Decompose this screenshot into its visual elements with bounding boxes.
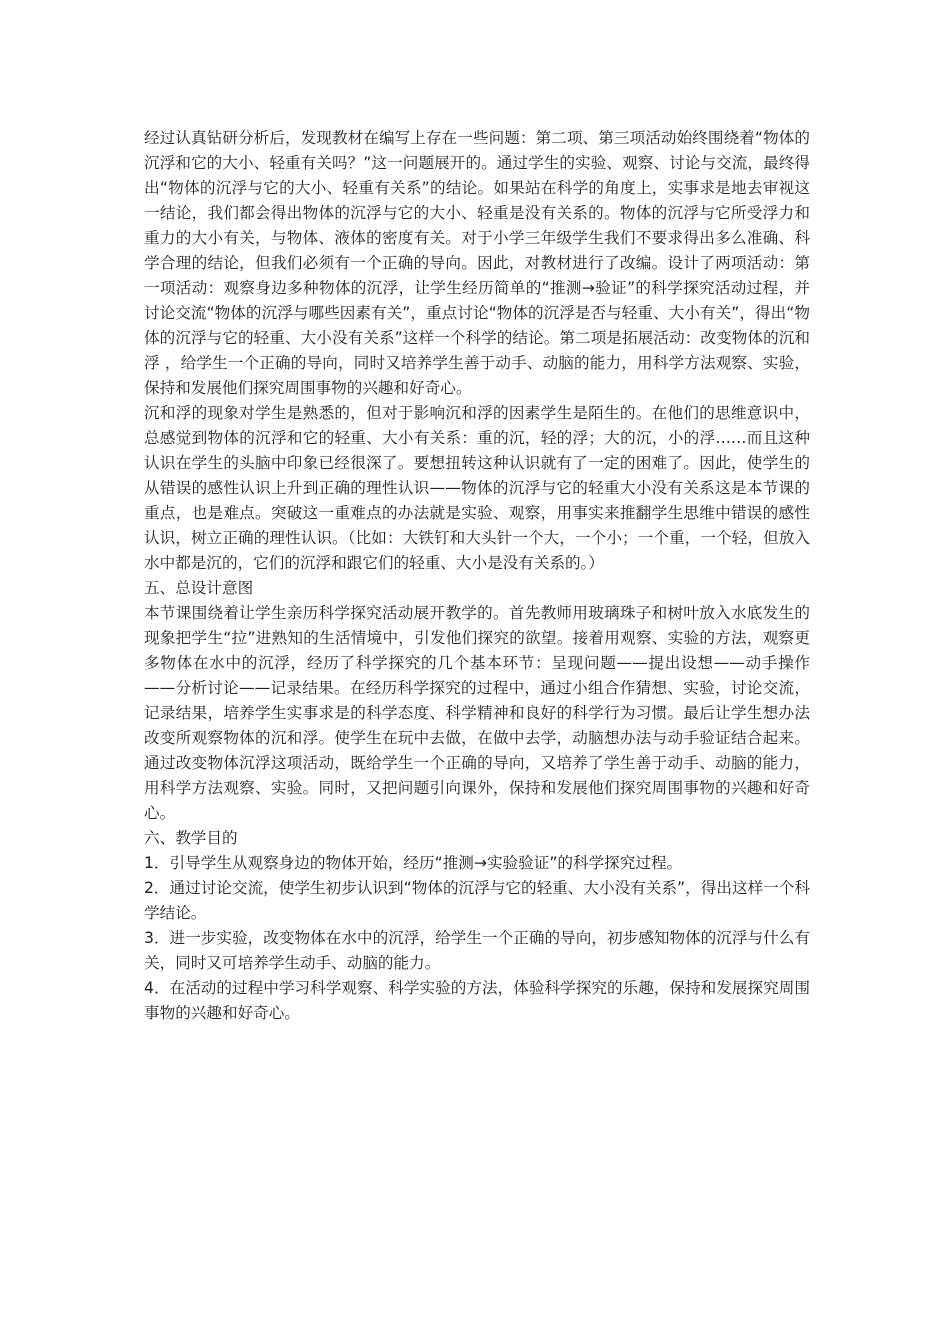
list-item: 4．在活动的过程中学习科学观察、科学实验的方法，体验科学探究的乐趣，保持和发展探究周围事物的兴趣和好奇心。 — [144, 979, 810, 1022]
list-item: 1．引导学生从观察身边的物体开始，经历“推测→实验验证”的科学探究过程。 — [144, 854, 683, 872]
paragraph-key-difficulty: 沉和浮的现象对学生是熟悉的，但对于影响沉和浮的因素学生是陌生的。在他们的思维意识中，总感觉到物体的沉浮和它的轻重、大小有关系：重的沉，轻的浮；大的沉，小的浮……而且这种认识在学生的头脑中印象已经很深了。要想扭转这种认识就有了一定的困难了。因此，使学生的从错误的感性认识上升到正确的理性认识——物体的沉浮与它的轻重大小没有关系这是本节课的重点，也是难点。突破这一重难点的办法就是实验、观察，用事实来推翻学生思维中错误的感性认识，树立正确的理性认识。（比如：大铁钉和大头针一个大，一个小；一个重，一个轻，但放入水中都是沉的，它们的沉浮和跟它们的轻重、大小是没有关系的。） — [144, 404, 810, 572]
paragraph-textbook-analysis: 经过认真钻研分析后，发现教材在编写上存在一些问题：第二项、第三项活动始终围绕着“物体的沉浮和它的大小、轻重有关吗？”这一问题展开的。通过学生的实验、观察、讨论与交流，最终得出“物体的沉浮与它的大小、轻重有关系”的结论。如果站在科学的角度上，实事求是地去审视这一结论，我们都会得出物体的沉浮与它的大小、轻重是没有关系的。物体的沉浮与它所受浮力和重力的大小有关，与物体、液体的密度有关。对于小学三年级学生我们不要求得出多么准确、科学合理的结论，但我们必须有一个正确的导向。因此，对教材进行了改编。设计了两项活动：第一项活动：观察身边多种物体的沉浮，让学生经历简单的“推测→验证”的科学探究活动过程，并讨论交流“物体的沉浮与哪些因素有关”，重点讨论“物体的沉浮是否与轻重、大小有关”，得出“物体的沉浮与它的轻重、大小没有关系”这样一个科学的结论。第二项是拓展活动：改变物体的沉和浮 ，给学生一个正确的导向，同时又培养学生善于动手、动脑的能力，用科学方法观察、实验，保持和发展他们探究周围事物的兴趣和好奇心。 — [144, 129, 810, 397]
section-heading-teaching-goals: 六、教学目的 — [144, 829, 238, 847]
teaching-goals-list — [144, 851, 810, 1026]
document-page — [144, 126, 810, 1026]
section-heading-design-intent: 五、总设计意图 — [144, 579, 254, 597]
list-item: 3．进一步实验，改变物体在水中的沉浮，给学生一个正确的导向，初步感知物体的沉浮与什么有关，同时又可培养学生动手、动脑的能力。 — [144, 929, 810, 972]
paragraph-design-intent: 本节课围绕着让学生亲历科学探究活动展开教学的。首先教师用玻璃珠子和树叶放入水底发生的现象把学生“拉”进熟知的生活情境中，引发他们探究的欲望。接着用观察、实验的方法，观察更多物体在水中的沉浮，经历了科学探究的几个基本环节：呈现问题——提出设想——动手操作——分析讨论——记录结果。在经历科学探究的过程中，通过小组合作猜想、实验，讨论交流，记录结果，培养学生实事求是的科学态度、科学精神和良好的科学行为习惯。最后让学生想办法改变所观察物体的沉和浮。使学生在玩中去做，在做中去学，动脑想办法与动手验证结合起来。通过改变物体沉浮这项活动，既给学生一个正确的导向，又培养了学生善于动手、动脑的能力，用科学方法观察、实验。同时，又把问题引向课外，保持和发展他们探究周围事物的兴趣和好奇心。 — [144, 604, 810, 822]
list-item: 2．通过讨论交流，使学生初步认识到“物体的沉浮与它的轻重、大小没有关系”，得出这样一个科学结论。 — [144, 879, 810, 922]
